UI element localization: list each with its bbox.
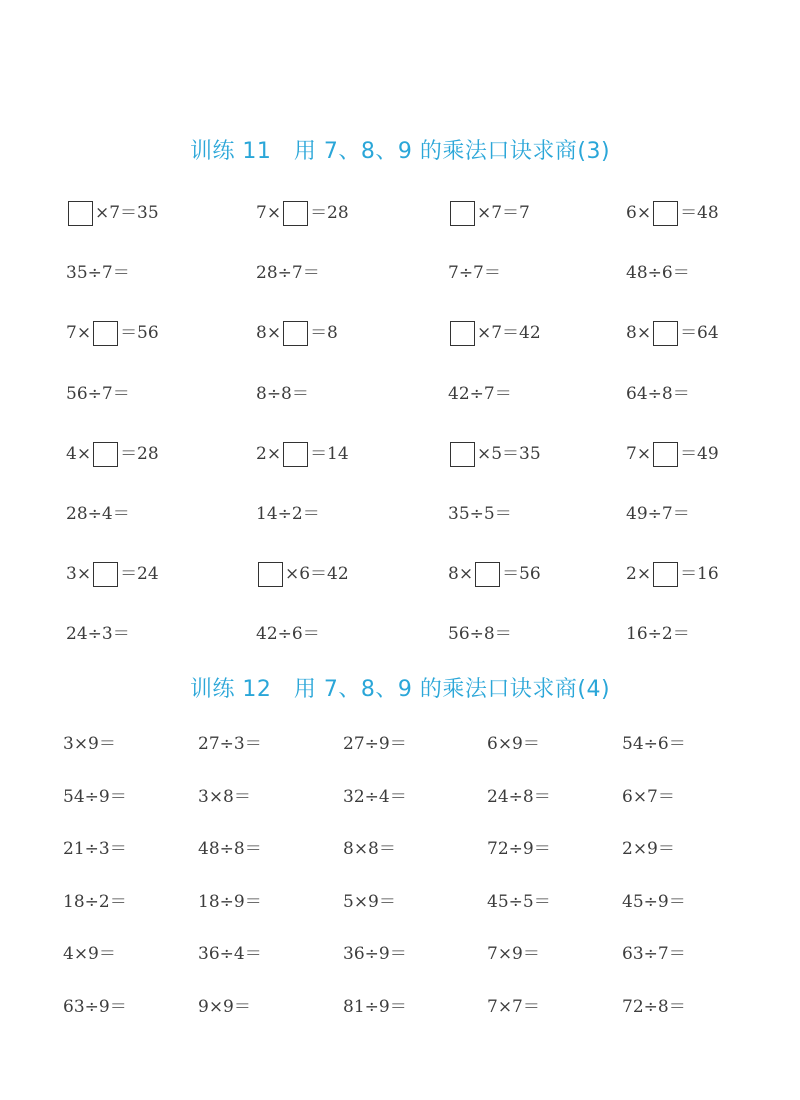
problem-text-before: 42÷6＝ (256, 624, 320, 644)
arithmetic-problem (63, 728, 116, 760)
problem-text: 72÷9＝ (487, 839, 551, 859)
problem-text: 36÷9＝ (343, 944, 407, 964)
arithmetic-problem (487, 938, 540, 970)
problem-text-after: ＝16 (680, 564, 719, 584)
problem-text: 45÷9＝ (622, 892, 686, 912)
arithmetic-problem (198, 938, 262, 970)
problem-text-before: 49÷7＝ (626, 504, 690, 524)
arithmetic-problem (198, 781, 251, 813)
arithmetic-problem (198, 991, 251, 1023)
problem-text-after: ×7＝35 (95, 203, 159, 223)
problem-text: 8×8＝ (343, 839, 396, 859)
arithmetic-problem (487, 781, 551, 813)
arithmetic-problem (343, 886, 396, 918)
problem-text-before: 2× (256, 444, 282, 464)
arithmetic-problem (622, 728, 686, 760)
problem-text-before: 35÷5＝ (448, 504, 512, 524)
problem-text-before: 8÷8＝ (256, 384, 309, 404)
problem-text-after: ×5＝35 (477, 444, 541, 464)
problem-text: 9×9＝ (198, 997, 251, 1017)
problem-text: 24÷8＝ (487, 787, 551, 807)
problem-text: 32÷4＝ (343, 787, 407, 807)
problem-text: 5×9＝ (343, 892, 396, 912)
problem-text-after: ＝24 (120, 564, 159, 584)
arithmetic-problem (343, 728, 407, 760)
problem-text-before: 24÷3＝ (66, 624, 130, 644)
problem-text: 3×9＝ (63, 734, 116, 754)
arithmetic-problem (622, 781, 675, 813)
problem-text-before: 8× (448, 564, 474, 584)
problem-text-after: ＝8 (310, 323, 338, 343)
problem-text: 63÷7＝ (622, 944, 686, 964)
problem-text: 45÷5＝ (487, 892, 551, 912)
problem-text-before: 6× (626, 203, 652, 223)
problem-text: 81÷9＝ (343, 997, 407, 1017)
section-11-title: 训练 11 用 7、8、9 的乘法口诀求商(3) (189, 139, 611, 164)
problem-text-before: 28÷4＝ (66, 504, 130, 524)
problem-text-before: 7× (256, 203, 282, 223)
arithmetic-problem (487, 886, 551, 918)
problem-text: 48÷8＝ (198, 839, 262, 859)
problem-text-before: 4× (66, 444, 92, 464)
arithmetic-problem (63, 991, 127, 1023)
arithmetic-problem (622, 886, 686, 918)
problem-text: 63÷9＝ (63, 997, 127, 1017)
problem-text-before: 48÷6＝ (626, 263, 690, 283)
problem-text: 72÷8＝ (622, 997, 686, 1017)
problem-text: 18÷9＝ (198, 892, 262, 912)
problem-text: 2×9＝ (622, 839, 675, 859)
problem-text-before: 42÷7＝ (448, 384, 512, 404)
arithmetic-problem (63, 781, 127, 813)
arithmetic-problem (343, 833, 396, 865)
problem-text-after: ＝28 (310, 203, 349, 223)
problem-text-before: 8× (256, 323, 282, 343)
problem-text: 54÷9＝ (63, 787, 127, 807)
problem-text-before: 8× (626, 323, 652, 343)
problem-text: 27÷9＝ (343, 734, 407, 754)
problem-text-after: ×6＝42 (285, 564, 349, 584)
arithmetic-problem (198, 886, 262, 918)
arithmetic-problem (622, 938, 686, 970)
problem-text: 7×7＝ (487, 997, 540, 1017)
problem-text-before: 3× (66, 564, 92, 584)
arithmetic-problem (487, 728, 540, 760)
problem-text: 18÷2＝ (63, 892, 127, 912)
arithmetic-problem (198, 833, 262, 865)
problem-text-before: 28÷7＝ (256, 263, 320, 283)
problem-text-after: ＝56 (120, 323, 159, 343)
problem-text-after: ＝56 (502, 564, 541, 584)
problem-text-after: ×7＝7 (477, 203, 530, 223)
arithmetic-problem (622, 833, 675, 865)
problem-text: 27÷3＝ (198, 734, 262, 754)
problem-text: 54÷6＝ (622, 734, 686, 754)
arithmetic-problem (487, 991, 540, 1023)
problem-text-after: ＝14 (310, 444, 349, 464)
arithmetic-problem (63, 938, 116, 970)
problem-text-before: 7÷7＝ (448, 263, 501, 283)
arithmetic-problem (63, 833, 127, 865)
problem-text: 7×9＝ (487, 944, 540, 964)
section-12-title: 训练 12 用 7、8、9 的乘法口诀求商(4) (189, 677, 611, 702)
problem-text-before: 35÷7＝ (66, 263, 130, 283)
problem-text-before: 7× (626, 444, 652, 464)
problem-text-after: ＝64 (680, 323, 719, 343)
problem-text-after: ＝48 (680, 203, 719, 223)
arithmetic-problem (63, 886, 127, 918)
problem-text-after: ×7＝42 (477, 323, 541, 343)
arithmetic-problem (343, 781, 407, 813)
arithmetic-problem (622, 991, 686, 1023)
problem-text: 6×7＝ (622, 787, 675, 807)
problem-text-before: 56÷8＝ (448, 624, 512, 644)
problem-text: 36÷4＝ (198, 944, 262, 964)
arithmetic-problem (343, 938, 407, 970)
arithmetic-problem (487, 833, 551, 865)
problem-text-after: ＝28 (120, 444, 159, 464)
problem-text-before: 16÷2＝ (626, 624, 690, 644)
problem-text: 4×9＝ (63, 944, 116, 964)
problem-text: 21÷3＝ (63, 839, 127, 859)
arithmetic-problem (343, 991, 407, 1023)
problem-text: 6×9＝ (487, 734, 540, 754)
problem-text-before: 56÷7＝ (66, 384, 130, 404)
problem-text-before: 14÷2＝ (256, 504, 320, 524)
problem-text: 3×8＝ (198, 787, 251, 807)
problem-text-before: 2× (626, 564, 652, 584)
arithmetic-problem (198, 728, 262, 760)
problem-text-before: 7× (66, 323, 92, 343)
problem-text-after: ＝49 (680, 444, 719, 464)
problem-text-before: 64÷8＝ (626, 384, 690, 404)
